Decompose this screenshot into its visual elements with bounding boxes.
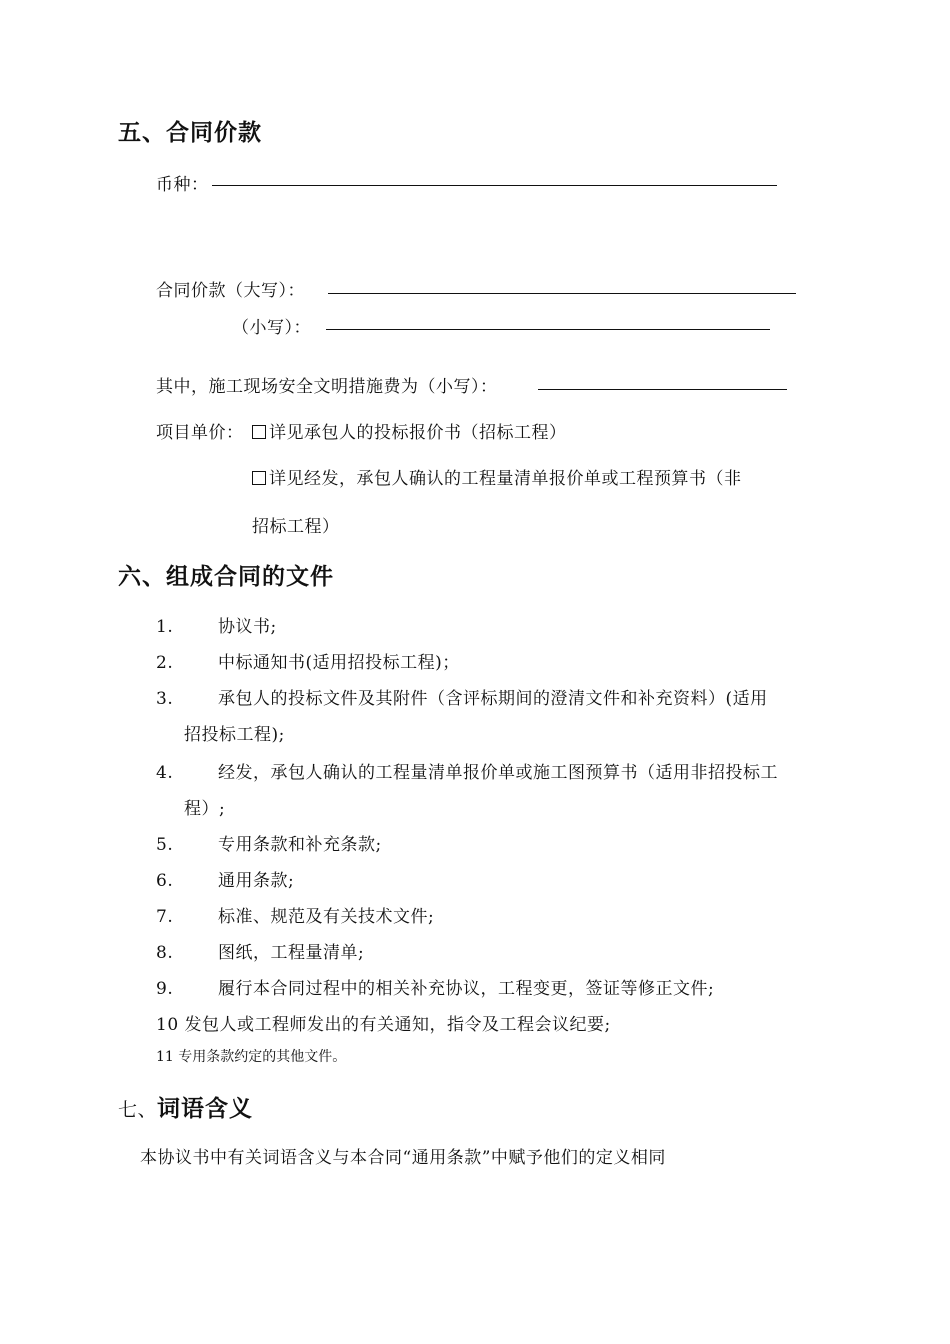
currency-label: 币种： xyxy=(156,175,209,195)
unit-price-option-2 xyxy=(252,464,742,489)
section-6-heading: 六、组成合同的文件 xyxy=(118,564,334,590)
section-7-title: 词语含义 xyxy=(157,1096,254,1122)
list-item: 5. 专用条款和补充条款; xyxy=(156,835,382,855)
list-item-continued: 招投标工程); xyxy=(184,725,285,745)
section-7-body: 本协议书中有关词语含义与本合同“通用条款”中赋予他们的定义相同 xyxy=(140,1148,666,1168)
checkbox-icon[interactable] xyxy=(252,471,266,485)
list-item: 1. 协议书; xyxy=(156,617,277,637)
option-1-text: 详见承包人的投标报价书（招标工程） xyxy=(269,423,567,443)
checkbox-icon[interactable] xyxy=(252,425,266,439)
currency-blank-line[interactable] xyxy=(212,185,777,186)
option-2-text: 详见经发，承包人确认的工程量清单报价单或工程预算书（非 xyxy=(269,469,742,489)
list-item: 6. 通用条款; xyxy=(156,871,295,891)
list-item-continued: 程）; xyxy=(184,799,226,819)
list-item-10: 10 发包人或工程师发出的有关通知，指令及工程会议纪要; xyxy=(156,1015,611,1035)
section-7-heading xyxy=(118,1090,253,1123)
list-item-11: 11 专用条款约定的其他文件。 xyxy=(156,1049,347,1065)
list-item: 8. 图纸，工程量清单; xyxy=(156,943,365,963)
list-item: 2. 中标通知书(适用招投标工程)； xyxy=(156,653,460,673)
price-upper-label: 合同价款（大写）： xyxy=(156,281,305,301)
list-item: 9. 履行本合同过程中的相关补充协议，工程变更，签证等修正文件; xyxy=(156,979,715,999)
price-upper-blank-line[interactable] xyxy=(328,293,796,294)
option-2-text-continued: 招标工程） xyxy=(252,517,340,537)
unit-price-option-1 xyxy=(252,418,567,443)
list-item: 4. 经发，承包人确认的工程量清单报价单或施工图预算书（适用非招投标工 xyxy=(156,763,778,783)
price-lower-label: （小写）： xyxy=(232,318,311,338)
list-item: 3. 承包人的投标文件及其附件（含评标期间的澄清文件和补充资料）(适用 xyxy=(156,689,768,709)
safety-fee-blank-line[interactable] xyxy=(538,389,787,390)
price-lower-blank-line[interactable] xyxy=(326,329,770,330)
safety-fee-label: 其中，施工现场安全文明措施费为（小写）： xyxy=(156,377,498,397)
section-5-heading: 五、合同价款 xyxy=(118,120,262,146)
list-item: 7. 标准、规范及有关技术文件; xyxy=(156,907,435,927)
unit-price-label: 项目单价： xyxy=(156,423,244,443)
section-7-number: 七、 xyxy=(118,1099,158,1121)
